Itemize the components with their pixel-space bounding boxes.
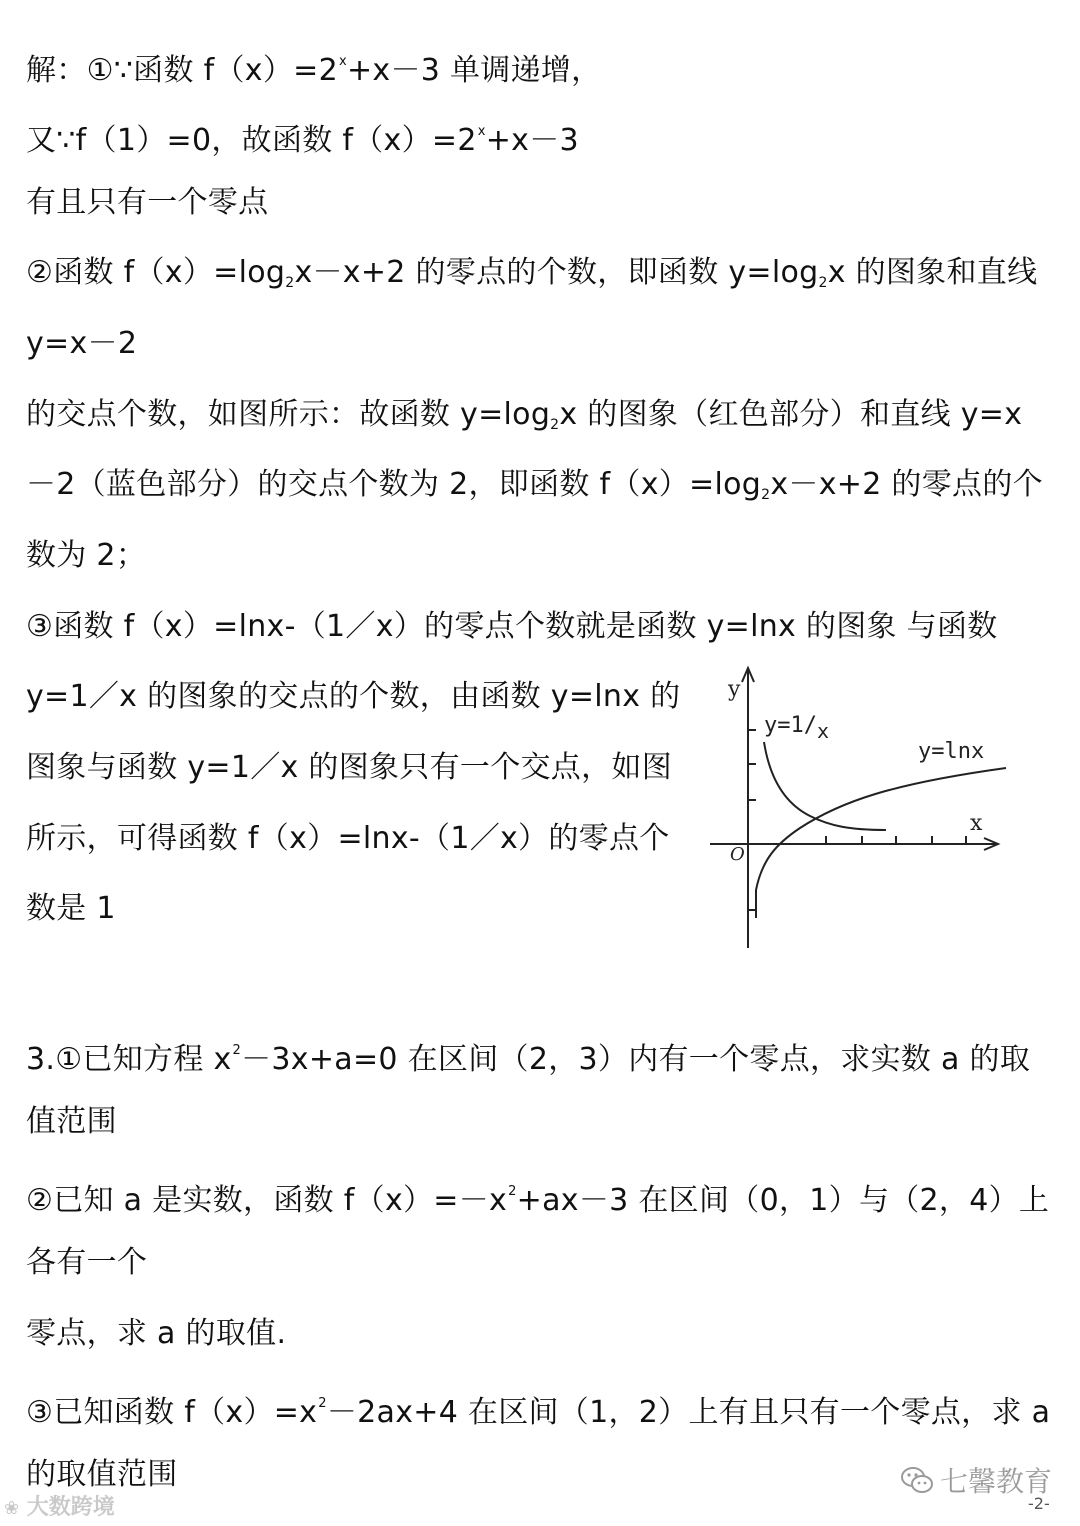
text-line-1: [26, 42, 601, 91]
function-graph-figure: [700, 660, 1020, 960]
text-line-3: 有且只有一个零点: [26, 185, 269, 220]
y-axis-label: y: [728, 677, 741, 702]
reciprocal-curve-label: y=1/x: [764, 713, 830, 743]
text: +x－3: [485, 123, 579, 158]
text: +x－3 单调递增，: [346, 53, 602, 88]
superscript: 2: [232, 1043, 242, 1058]
superscript: 2: [508, 1184, 517, 1199]
page-number: -2-: [1028, 1494, 1050, 1513]
text: +ax－3 在区间（0，1）与（2，4）上: [516, 1183, 1050, 1218]
superscript: x: [338, 54, 347, 69]
text-line-12: 所示，可得函数 f（x）=lnx-（1／x）的零点个: [26, 821, 670, 856]
text: ②已知 a 是实数，函数 f（x）=－x: [26, 1183, 508, 1218]
text: ②函数 f（x）=log: [26, 255, 286, 290]
text-line-6: [26, 395, 1022, 445]
text-line-16: [26, 1172, 1049, 1221]
x-axis-label: x: [970, 811, 983, 836]
text-line-18: 零点，求 a 的取值.: [26, 1316, 287, 1351]
text: x－x+2 的零点的个数，即函数 y=log: [294, 255, 819, 290]
superscript: x: [477, 124, 486, 139]
text-line-4: [26, 253, 1037, 303]
subscript: 2: [550, 417, 560, 433]
text: x－x+2 的零点的个: [770, 467, 1043, 502]
text: 的交点个数，如图所示：故函数 y=log: [26, 397, 551, 432]
text-line-5: y=x－2: [26, 326, 138, 361]
text: x 的图象（红色部分）和直线 y=x: [559, 397, 1023, 432]
text: x 的图象和直线: [827, 255, 1038, 290]
log-curve-label: y=lnx: [918, 739, 985, 764]
text-line-17: 各有一个: [26, 1245, 148, 1280]
text: 3.①已知方程 x: [26, 1042, 232, 1077]
text: ③已知函数 f（x）=x: [26, 1395, 318, 1430]
subscript: 2: [761, 487, 771, 503]
text-line-14: [26, 1031, 1030, 1080]
superscript: 2: [318, 1396, 327, 1411]
text-line-20: 的取值范围: [26, 1457, 178, 1492]
watermark-left: [4, 1490, 115, 1521]
text-line-2: [26, 112, 579, 161]
text: 解：①∵函数 f（x）=2: [26, 53, 338, 88]
subscript: 2: [818, 275, 828, 291]
text: －2ax+4 在区间（1，2）上有且只有一个零点，求 a: [326, 1395, 1051, 1430]
subscript: 2: [285, 275, 295, 291]
text-line-15: 值范围: [26, 1104, 117, 1139]
text: －2（蓝色部分）的交点个数为 2，即函数 f（x）=log: [26, 467, 762, 502]
text-line-10: y=1／x 的图象的交点的个数，由函数 y=lnx 的: [26, 679, 681, 714]
text-line-11: 图象与函数 y=1／x 的图象只有一个交点，如图: [26, 750, 673, 785]
reciprocal-curve: [764, 742, 886, 830]
text-line-7: [26, 465, 1043, 515]
text: －3x+a=0 在区间（2，3）内有一个零点，求实数 a 的取: [241, 1042, 1031, 1077]
origin-label: O: [730, 844, 745, 865]
wechat-icon: [900, 1465, 934, 1495]
text-line-8: 数为 2；: [26, 538, 147, 573]
text: 又∵f（1）=0，故函数 f（x）=2: [26, 123, 477, 158]
text-line-9: ③函数 f（x）=lnx-（1／x）的零点个数就是函数 y=lnx 的图象 与函数: [26, 609, 998, 644]
watermark-text: 七馨教育: [940, 1465, 1053, 1498]
watermark-logo-icon: ❀: [4, 1498, 20, 1519]
text-line-19: [26, 1384, 1050, 1433]
text-line-13: 数是 1: [26, 891, 116, 926]
watermark-text: 大数跨境: [26, 1495, 115, 1520]
